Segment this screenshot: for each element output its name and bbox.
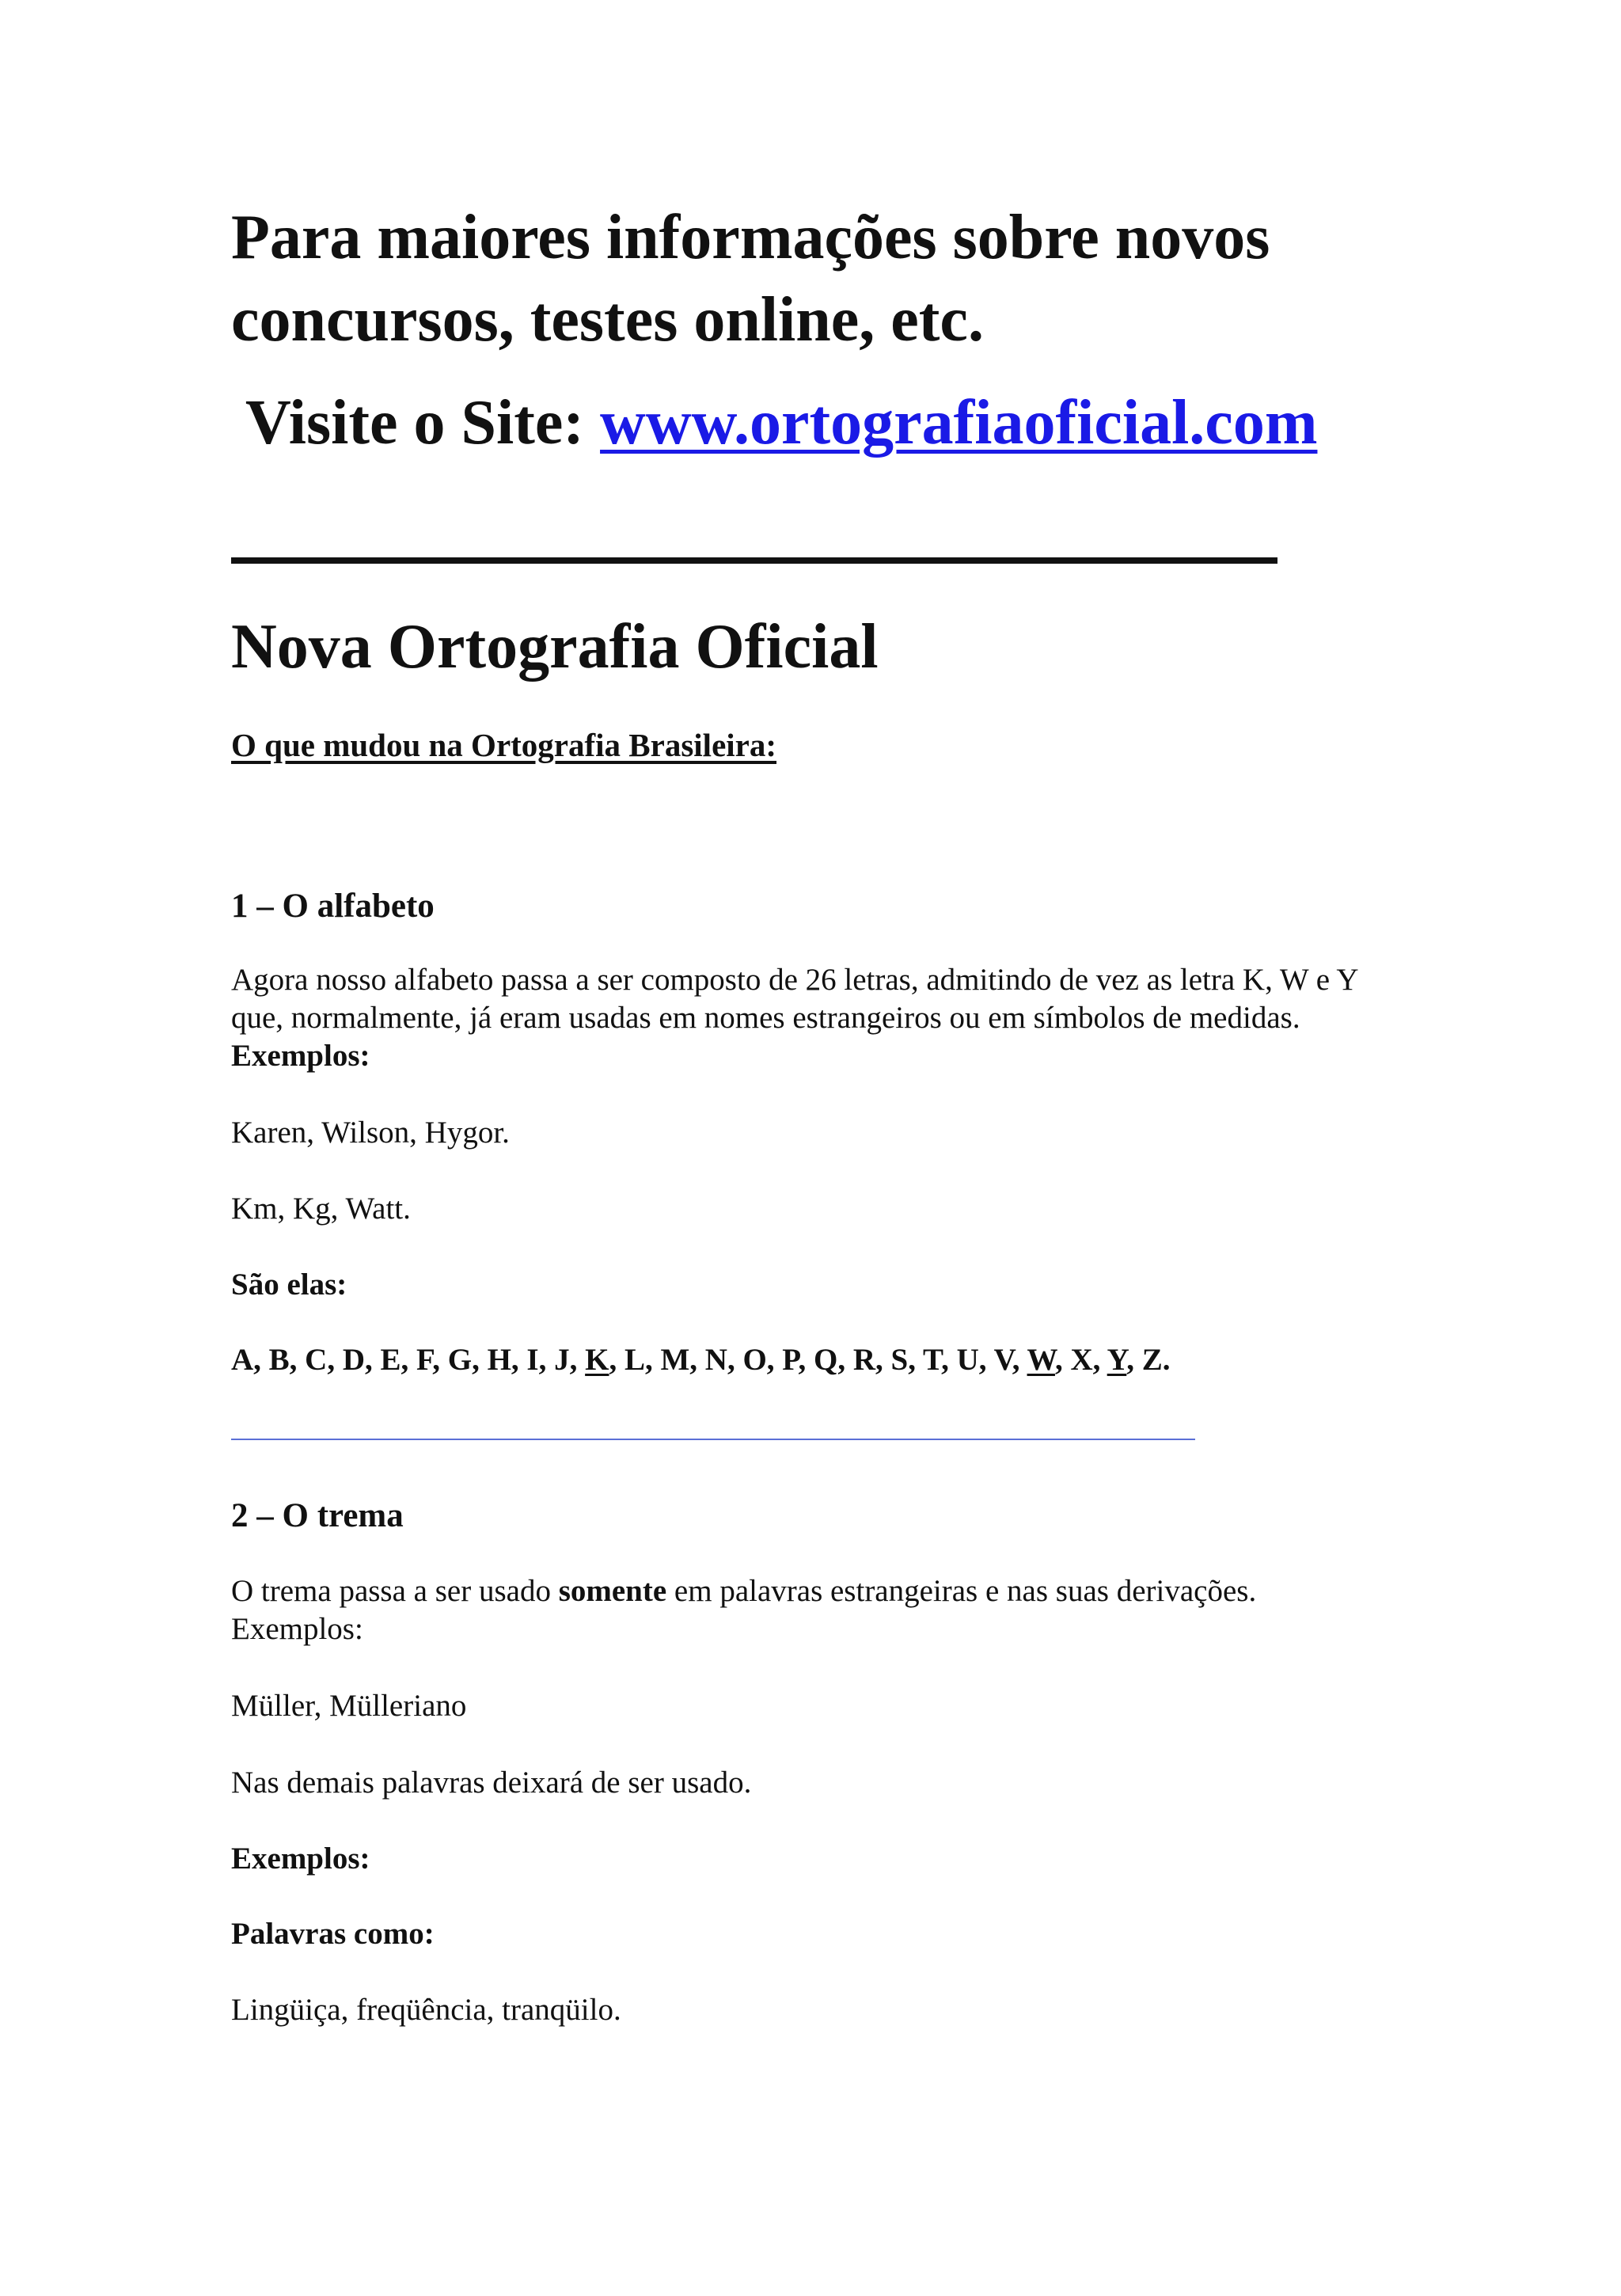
section-heading-trema-text: 2 – O trema: [231, 1497, 404, 1534]
trema-paragraph: [231, 1572, 1418, 1648]
section-divider: [231, 557, 1277, 564]
palavras-como-label: Palavras como:: [231, 1917, 435, 1951]
trema-paragraph-before: O trema passa a ser usado: [231, 1574, 551, 1608]
alphabet-segment: , X,: [1054, 1343, 1107, 1377]
section-heading-alfabeto: 1 – O alfabeto: [231, 888, 435, 925]
exemplos-label: Exemplos:: [231, 1842, 370, 1876]
trema-paragraph-bold: somente: [558, 1574, 667, 1608]
visit-site-label: Visite o Site:: [245, 388, 585, 458]
new-letter: Y: [1107, 1343, 1127, 1377]
website-link[interactable]: www.ortografiaoficial.com: [600, 388, 1318, 458]
examples-words: Lingüiça, freqüência, tranqüilo.: [231, 1993, 621, 2027]
intro-title: Para maiores informações sobre novos concursos, testes online, etc.: [231, 203, 1270, 355]
trema-paragraph-after: em palavras estrangeiras e nas suas derivações.: [674, 1574, 1257, 1608]
document-title: Nova Ortografia Oficial: [231, 612, 879, 682]
trema-note: Nas demais palavras deixará de ser usado.: [231, 1766, 752, 1800]
sao-elas-label: São elas:: [231, 1268, 347, 1302]
alphabet-letters: [231, 1341, 1171, 1379]
alfabeto-paragraph-text: Agora nosso alfabeto passa a ser composto de 26 letras, admitindo de vez as letra K, W e Y que, normalmente, já eram usadas em nomes estrangeiros ou em símbolos de medidas.: [231, 963, 1358, 1035]
alphabet-segment: , Z.: [1126, 1343, 1171, 1377]
trema-paragraph-examples: Exemplos:: [231, 1612, 363, 1646]
examples-units: Km, Kg, Watt.: [231, 1192, 411, 1226]
examples-names: Karen, Wilson, Hygor.: [231, 1116, 510, 1150]
alphabet-segment: A, B, C, D, E, F, G, H, I, J,: [231, 1343, 586, 1377]
alfabeto-paragraph: [231, 961, 1395, 1075]
section-heading-trema: [231, 1492, 404, 1540]
alphabet-segment: , L, M, N, O, P, Q, R, S, T, U, V,: [609, 1343, 1027, 1377]
blue-divider: [231, 1439, 1195, 1440]
example-foreign-words: Müller, Mülleriano: [231, 1689, 467, 1723]
document-subtitle: O que mudou na Ortografia Brasileira:: [231, 727, 777, 763]
alfabeto-examples-label: Exemplos:: [231, 1039, 370, 1073]
new-letter: K: [585, 1343, 609, 1377]
new-letter: W: [1027, 1343, 1055, 1377]
visit-site-line: [245, 382, 1317, 464]
